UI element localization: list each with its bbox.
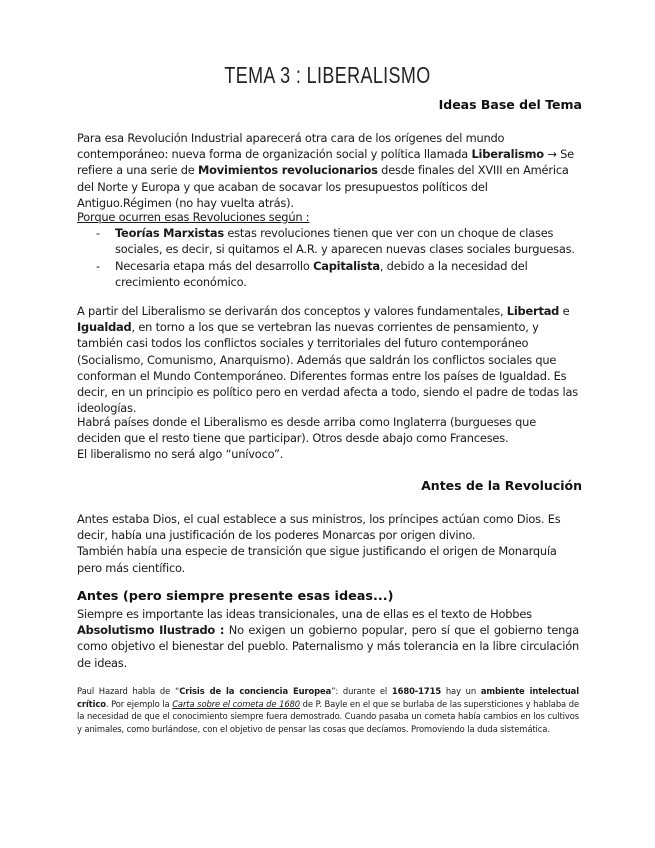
note-text-d: hay un — [441, 686, 481, 696]
countries-paragraph — [77, 414, 579, 463]
section-heading-antes-revolucion: Antes de la Revolución — [421, 478, 582, 493]
intro-text-c: → Se refiere a una serie de — [77, 147, 574, 178]
term-ambiente-critico: ambiente intelectual crítico — [77, 686, 580, 709]
intro-paragraph — [77, 130, 579, 211]
bullet-dash: - — [96, 226, 100, 241]
term-teorias-marxistas: Teorías Marxistas — [115, 226, 224, 241]
univoco-text: El liberalismo no será algo “unívoco”. — [77, 447, 284, 462]
revolutions-list — [77, 225, 579, 290]
subheading-antes-ideas: Antes (pero siempre presente esas ideas...) — [77, 589, 394, 604]
list-intro: Porque ocurren esas Revoluciones según : — [77, 210, 310, 224]
intro-text-a: Para esa Revolución Industrial aparecerá otra cara de los orígenes del mundo contemporáneo: nueva forma de organización social y política llamada — [77, 131, 505, 162]
term-liberalismo: Liberalismo — [471, 147, 544, 162]
countries-text: Habrá países donde el Liberalismo es desde arriba como Inglaterra (burgueses que deciden que el resto tiene que participar). Otros desde abajo como Franceses. — [77, 415, 537, 446]
absolutismo-text: No exigen un gobierno popular, pero sí que el gobierno tenga como objetivo el bienestar del pueblo. Paternalismo y más tolerancia en la libre circulación de ideas. — [77, 623, 579, 670]
term-libertad: Libertad — [506, 304, 560, 318]
revolutions-list-block — [77, 209, 579, 290]
hazard-note — [77, 685, 579, 735]
term-date-range: 1680-1715 — [391, 686, 442, 696]
list-item-text: estas revoluciones tienen que ver con un choque de clases sociales, es decir, si quitamos el A.R. y aparecen nuevas clases sociales burguesas. — [115, 226, 575, 257]
note-text-e: . Por ejemplo la — [105, 698, 173, 709]
antes-paragraph — [77, 511, 579, 576]
term-capitalista: Capitalista — [313, 258, 380, 273]
note-text-f: de P. Bayle en el que se burlaba de las supersticiones y hablaba de la necesidad de que el conocimiento siempre fuera demostrado. Cuando pasaba un cometa había cambios en los cultivos y animales, como burlándose, con el objetivo de pensar las cosas que decíamos. Promoviendo la duda sistemática. — [77, 698, 580, 734]
paragraph-text-d: , en torno a los que se vertebran las nuevas corrientes de pensamiento, y también casi todos los conflictos sociales y territoriales del futuro contemporáneo (Socialismo, Comunismo, Anarquismo). Además que saldrán los conflictos sociales que conforman el Mundo Contemporáneo. Diferentes formas entre los países de Igualdad. Es decir, en un principio es político pero en verdad afecta a todo, siendo el padre de todas las ideologías. — [77, 320, 578, 416]
term-crisis-conciencia: Crisis de la conciencia Europea — [179, 686, 332, 696]
liberty-equality-paragraph — [77, 303, 579, 416]
term-igualdad: Igualdad — [77, 320, 132, 335]
hobbes-text: Siempre es importante las ideas transicionales, una de ellas es el texto de Hobbes — [77, 607, 532, 621]
carta-cometa-title: Carta sobre el cometa de 1680 — [172, 698, 301, 709]
divine-origin-text: Antes estaba Dios, el cual establece a sus ministros, los príncipes actúan como Dios. Es decir, había una justificación de los poderes Monarcas por origen divino. — [77, 512, 561, 543]
list-item-pre: Necesaria etapa más del desarrollo — [115, 258, 314, 273]
absolutismo-paragraph — [77, 606, 579, 671]
list-item-text: , debido a la necesidad del crecimiento económico. — [115, 258, 528, 289]
intro-text-d: desde finales del XVIII en América del Norte y Europa y que acaban de socavar los presupuestos políticos del Antiguo.Régimen (no hay vuelta atrás). — [77, 163, 569, 210]
list-item — [77, 258, 579, 290]
term-movimientos: Movimientos revolucionarios — [198, 163, 378, 178]
paragraph-text-c: e — [559, 304, 570, 318]
paragraph-text-a: A partir del Liberalismo se derivarán dos conceptos y valores fundamentales, — [77, 304, 507, 318]
transition-text: También había una especie de transición que sigue justificando el origen de Monarquía pero más científico. — [77, 544, 557, 575]
note-text-a: Paul Hazard habla de “ — [77, 686, 180, 696]
bullet-dash: - — [96, 258, 100, 273]
section-heading-ideas-base: Ideas Base del Tema — [438, 97, 582, 112]
page-title: TEMA 3 : LIBERALISMO — [224, 62, 431, 88]
note-text-c: ”: durante el — [331, 686, 392, 696]
list-item — [77, 225, 579, 257]
term-absolutismo-ilustrado: Absolutismo Ilustrado : — [77, 623, 225, 638]
